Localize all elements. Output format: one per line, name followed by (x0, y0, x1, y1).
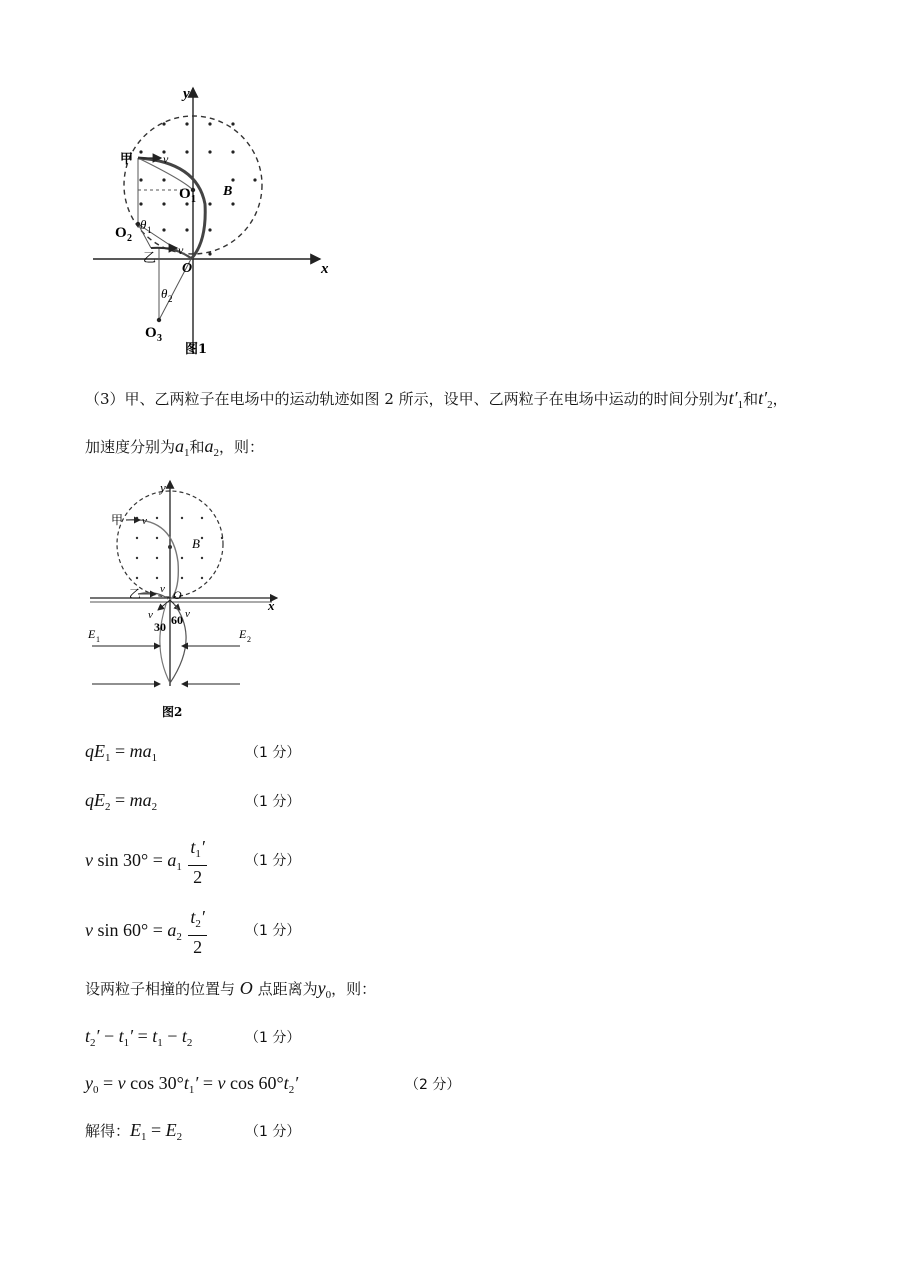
label-O1-sub: 1 (191, 194, 196, 205)
trajectory-jia (138, 158, 205, 259)
label-v4: v (185, 608, 190, 620)
label-O2-sub: 2 (127, 233, 132, 244)
equation-4: v $\sin 60^\circ = a_2$ $\frac{t_2'}{2}$ (85, 907, 205, 957)
equation-4-score: （1 分） (245, 923, 301, 939)
label-O3: O (145, 325, 157, 341)
solve-line (85, 1120, 182, 1147)
y-axis-label: y (183, 86, 190, 102)
label-B: B (223, 184, 233, 199)
x-axis-label: x (321, 261, 329, 277)
label-O3-sub: 3 (157, 333, 162, 344)
paragraph-3-line-2 (85, 436, 264, 463)
label-B: B (192, 536, 200, 551)
paragraph-3-line-1 (85, 388, 788, 415)
label-theta2-sub: 2 (168, 294, 173, 304)
equation-5: $t_2' - t_1' = t_1 - t_2$ (85, 1026, 193, 1049)
label-O2: O (115, 225, 127, 241)
equation-1: $qE_1 = ma_1$ (85, 741, 158, 764)
label-v2: v (160, 583, 165, 595)
figure-1-diagram (85, 82, 345, 367)
equation-2: $qE_2 = ma_2$ (85, 790, 158, 813)
label-30: 30 (154, 620, 166, 634)
a1-symbol: $a_1$ (175, 436, 190, 459)
label-v1: v (142, 515, 147, 527)
collision-text-3: ，则： (331, 980, 377, 998)
a2-symbol: $a_2$ (204, 436, 220, 459)
label-60: 60 (171, 613, 183, 627)
t1-prime: $t'_1$ (728, 388, 744, 411)
point-O1 (191, 188, 195, 192)
figure-2-caption: 图2 (162, 705, 183, 719)
t2-prime: $t'_2$ (758, 388, 773, 411)
he-word: 和 (743, 390, 759, 408)
label-v-top: v (163, 152, 169, 166)
label-E2-sub: 2 (247, 635, 251, 644)
label-theta1: θ (140, 217, 147, 232)
label-theta2: θ (161, 286, 168, 301)
acceleration-text: 加速度分别为 (85, 438, 176, 456)
trajectory-E1 (160, 604, 170, 683)
equation-1-score: （1 分） (245, 745, 301, 761)
label-O: O (182, 261, 193, 276)
label-jia: 甲 (120, 152, 134, 167)
he-word-2: 和 (189, 438, 205, 456)
label-jia: 甲 (111, 513, 124, 527)
figure-2-diagram (82, 478, 292, 723)
label-E2: E (239, 627, 247, 641)
equation-2-score: （1 分） (245, 794, 301, 810)
equation-7: $E_1 = E_2$ (130, 1120, 183, 1143)
label-theta1-sub: 1 (147, 225, 152, 235)
collision-line (85, 978, 376, 1005)
label-E1: E (88, 627, 96, 641)
figure-1-caption: 图1 (185, 342, 208, 357)
equation-3: v $\sin 30^\circ = a_1$ $\frac{t_1'}{2}$ (85, 837, 205, 887)
paragraph-3-text: （3）甲、乙两粒子在电场中的运动轨迹如图 2 所示，设甲、乙两粒子在电场中运动的时间分别为 (85, 390, 729, 408)
equation-6: $y_0 = v$ $\cos 30^\circ t_1' = v$ $\cos 60^\circ t_2'$ (85, 1073, 299, 1096)
y-axis-label: y (160, 480, 166, 495)
comma: ， (772, 390, 788, 408)
point-O-symbol: O (239, 978, 253, 998)
magnetic-field-dots (136, 517, 223, 579)
label-v3: v (148, 609, 153, 621)
label-E1-sub: 1 (96, 635, 100, 644)
label-v-mid: v (178, 243, 184, 257)
figure-1 (85, 82, 345, 367)
figure-2 (82, 478, 292, 723)
collision-text-1: 设两粒子相撞的位置与 (85, 980, 236, 998)
label-yi: 乙 (143, 251, 157, 266)
trajectory-yi (151, 248, 191, 258)
label-yi: 乙 (129, 587, 142, 601)
equation-3-score: （1 分） (245, 853, 301, 869)
label-O: O (173, 588, 182, 602)
then-text: ，则： (219, 438, 265, 456)
equation-5-score: （1 分） (245, 1030, 301, 1046)
point-O3 (157, 318, 161, 322)
equation-6-score: （2 分） (405, 1077, 461, 1093)
solve-label: 解得： (85, 1122, 131, 1140)
label-O1: O (179, 186, 191, 202)
collision-text-2: 点距离为 (257, 980, 318, 998)
equation-7-score: （1 分） (245, 1124, 301, 1140)
x-axis-label: x (268, 598, 275, 613)
y0-symbol: $y_0$ (317, 978, 332, 1001)
